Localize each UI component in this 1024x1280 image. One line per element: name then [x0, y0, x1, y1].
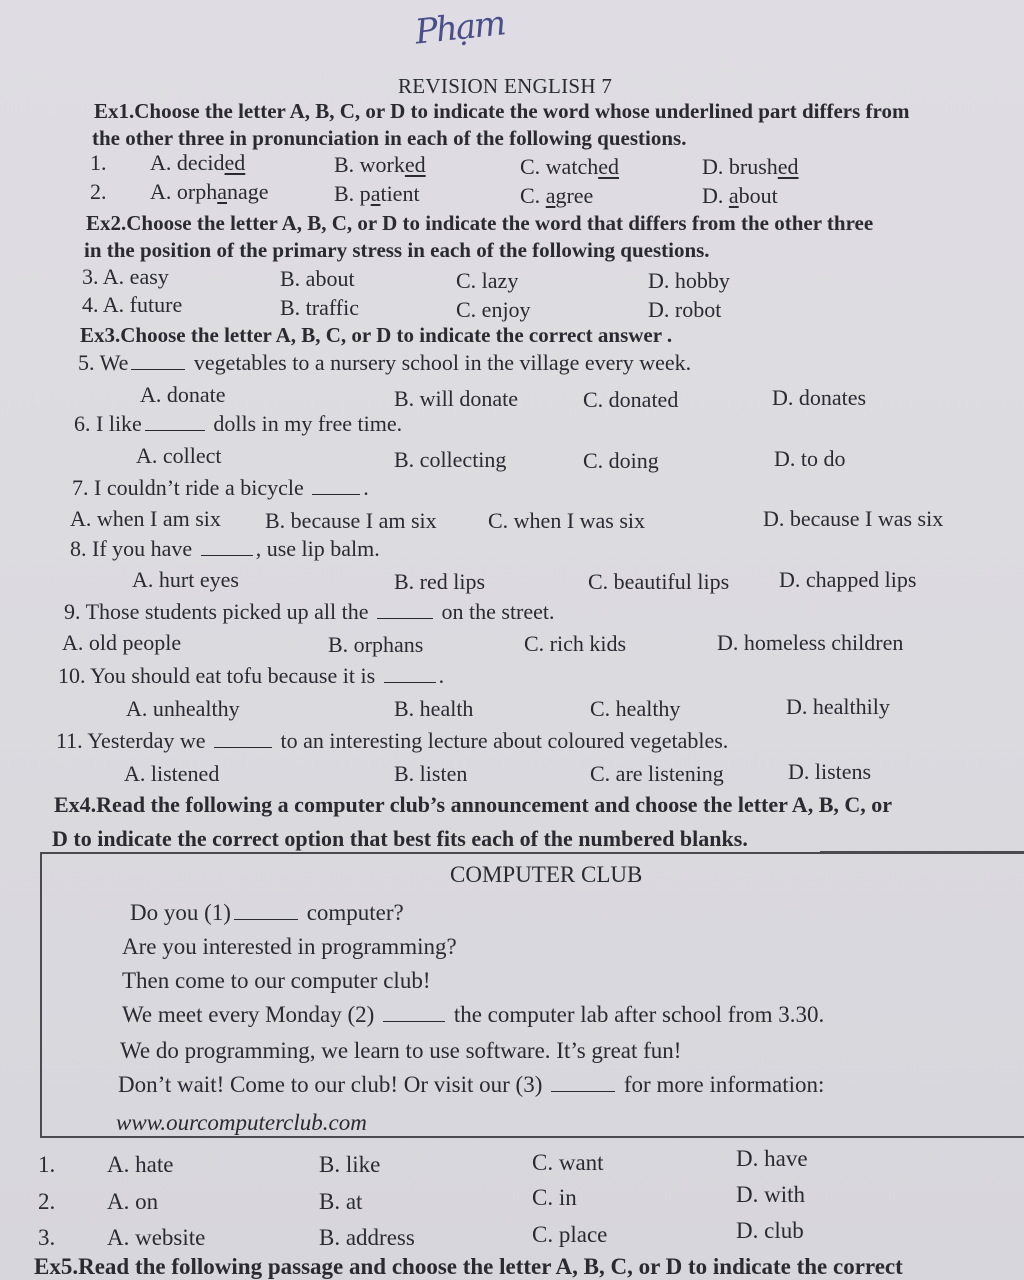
handwritten-signature: Phạm — [413, 3, 507, 53]
ex3-q10-option-c[interactable]: C. healthy — [590, 696, 681, 721]
ex1-instruction-cont: the other three in pronunciation in each of the following questions. — [92, 126, 687, 150]
ex3-q7-option-a[interactable]: A. when I am six — [70, 506, 221, 531]
ex2-q3-option-a[interactable]: 3. A. easy — [82, 264, 169, 289]
ex3-q6-option-a[interactable]: A. collect — [136, 443, 222, 468]
ex1-instruction: Ex1.Choose the letter A, B, C, or D to indicate the word whose underlined part differs from — [94, 99, 910, 123]
ex3-q10-stem: 10. You should eat tofu because it is . — [58, 663, 445, 688]
ex3-q11-option-d[interactable]: D. listens — [788, 759, 872, 784]
ex3-q10-option-d[interactable]: D. healthily — [786, 694, 890, 719]
ex2-instruction-cont: in the position of the primary stress in each of the following questions. — [84, 238, 710, 262]
ex2-q3-option-d[interactable]: D. hobby — [648, 268, 730, 293]
ex3-q11-option-b[interactable]: B. listen — [394, 761, 468, 786]
ex4-q1-option-c[interactable]: C. want — [532, 1150, 604, 1175]
ex1-q2-option-b[interactable]: B. patient — [334, 181, 420, 206]
ex3-q6-option-c[interactable]: C. doing — [583, 448, 659, 473]
ex4-instruction: Ex4.Read the following a computer club’s announcement and choose the letter A, B, C, or — [54, 792, 893, 817]
ex3-q6-option-d[interactable]: D. to do — [774, 446, 846, 471]
ex3-q11-option-a[interactable]: A. listened — [124, 761, 220, 786]
ex3-q9-option-c[interactable]: C. rich kids — [524, 631, 627, 656]
ex3-q11-option-c[interactable]: C. are listening — [590, 761, 724, 786]
ex1-q2-option-a[interactable]: A. orphanage — [150, 179, 269, 204]
ex3-q7-option-b[interactable]: B. because I am six — [265, 508, 437, 533]
page-title: REVISION ENGLISH 7 — [398, 74, 613, 98]
ex2-q4-option-c[interactable]: C. enjoy — [456, 297, 531, 322]
ex3-q8-option-d[interactable]: D. chapped lips — [779, 567, 917, 592]
ex3-q9-option-d[interactable]: D. homeless children — [717, 630, 904, 655]
ex1-q1-option-c[interactable]: C. watched — [520, 154, 619, 179]
announcement-line-6: Don’t wait! Come to our club! Or visit our (3) for more information: — [118, 1072, 825, 1097]
announcement-heading: COMPUTER CLUB — [450, 862, 643, 887]
ex2-q4-option-b[interactable]: B. traffic — [280, 295, 360, 320]
ex4-q3-option-b[interactable]: B. address — [319, 1225, 415, 1250]
announcement-line-1: Do you (1) computer? — [130, 900, 404, 925]
ex4-q3-option-d[interactable]: D. club — [736, 1218, 804, 1243]
ex3-q9-stem: 9. Those students picked up all the on the street. — [64, 599, 555, 624]
announcement-line-4: We meet every Monday (2) the computer lab after school from 3.30. — [122, 1002, 825, 1027]
ex4-q2-number: 2. — [38, 1189, 56, 1214]
ex4-q1-option-b[interactable]: B. like — [319, 1152, 381, 1177]
ex5-instruction: Ex5.Read the following passage and choose the letter A, B, C, or D to indicate the correct — [34, 1254, 903, 1279]
ex3-instruction: Ex3.Choose the letter A, B, C, or D to indicate the correct answer . — [80, 323, 673, 347]
ex3-q10-option-a[interactable]: A. unhealthy — [126, 696, 240, 721]
ex4-q3-option-a[interactable]: A. website — [107, 1225, 206, 1250]
ex3-q9-option-a[interactable]: A. old people — [62, 630, 182, 655]
ex1-q1-option-a[interactable]: A. decided — [150, 150, 246, 175]
ex3-q7-option-c[interactable]: C. when I was six — [488, 508, 646, 533]
ex3-q5-stem: 5. We vegetables to a nursery school in the village every week. — [78, 350, 692, 375]
ex3-q8-option-c[interactable]: C. beautiful lips — [588, 569, 730, 594]
ex1-q1-option-d[interactable]: D. brushed — [702, 154, 799, 179]
ex3-q5-option-d[interactable]: D. donates — [772, 385, 867, 410]
ex1-q2-option-c[interactable]: C. agree — [520, 183, 594, 208]
ex4-q2-option-d[interactable]: D. with — [736, 1182, 805, 1207]
ex3-q8-option-b[interactable]: B. red lips — [394, 569, 486, 594]
ex4-q2-option-b[interactable]: B. at — [319, 1189, 363, 1214]
ex2-q4-option-d[interactable]: D. robot — [648, 297, 722, 322]
ex4-q2-option-a[interactable]: A. on — [107, 1189, 159, 1214]
ex3-q5-option-a[interactable]: A. donate — [140, 382, 226, 407]
ex1-q1-number: 1. — [90, 150, 107, 175]
announcement-line-5: We do programming, we learn to use software. It’s great fun! — [120, 1038, 682, 1063]
ex3-q6-stem: 6. I like dolls in my free time. — [74, 411, 403, 436]
ex3-q8-stem: 8. If you have , use lip balm. — [70, 536, 380, 561]
ex3-q11-stem: 11. Yesterday we to an interesting lecture about coloured vegetables. — [56, 728, 729, 753]
ex4-q3-number: 3. — [38, 1225, 56, 1250]
ex4-q1-option-a[interactable]: A. hate — [107, 1152, 174, 1177]
ex4-instruction-cont: D to indicate the correct option that best fits each of the numbered blanks. — [52, 826, 748, 851]
ex3-q8-option-a[interactable]: A. hurt eyes — [132, 567, 239, 592]
ex3-q9-option-b[interactable]: B. orphans — [328, 632, 424, 657]
ex2-instruction: Ex2.Choose the letter A, B, C, or D to indicate the word that differs from the other three — [86, 211, 874, 235]
ex4-q1-option-d[interactable]: D. have — [736, 1146, 808, 1171]
ex2-q3-option-b[interactable]: B. about — [280, 266, 355, 291]
ex3-q7-option-d[interactable]: D. because I was six — [763, 506, 944, 531]
ex4-q1-number: 1. — [38, 1152, 56, 1177]
ex1-q2-number: 2. — [90, 179, 107, 204]
ex3-q7-stem: 7. I couldn’t ride a bicycle . — [72, 475, 369, 500]
ex3-q10-option-b[interactable]: B. health — [394, 696, 474, 721]
ex1-q2-option-d[interactable]: D. about — [702, 183, 778, 208]
ex4-q2-option-c[interactable]: C. in — [532, 1185, 577, 1210]
ex3-q6-option-b[interactable]: B. collecting — [394, 447, 507, 472]
announcement-line-3: Then come to our computer club! — [122, 968, 431, 993]
announcement-line-2: Are you interested in programming? — [122, 934, 457, 959]
ex3-q5-option-c[interactable]: C. donated — [583, 387, 679, 412]
club-website-url[interactable]: www.ourcomputerclub.com — [116, 1110, 367, 1135]
ex3-q5-option-b[interactable]: B. will donate — [394, 386, 519, 411]
announcement-box — [40, 852, 1024, 1138]
ex1-q1-option-b[interactable]: B. worked — [334, 152, 426, 177]
ex4-q3-option-c[interactable]: C. place — [532, 1222, 608, 1247]
ex2-q3-option-c[interactable]: C. lazy — [456, 268, 519, 293]
ex2-q4-option-a[interactable]: 4. A. future — [82, 292, 183, 317]
